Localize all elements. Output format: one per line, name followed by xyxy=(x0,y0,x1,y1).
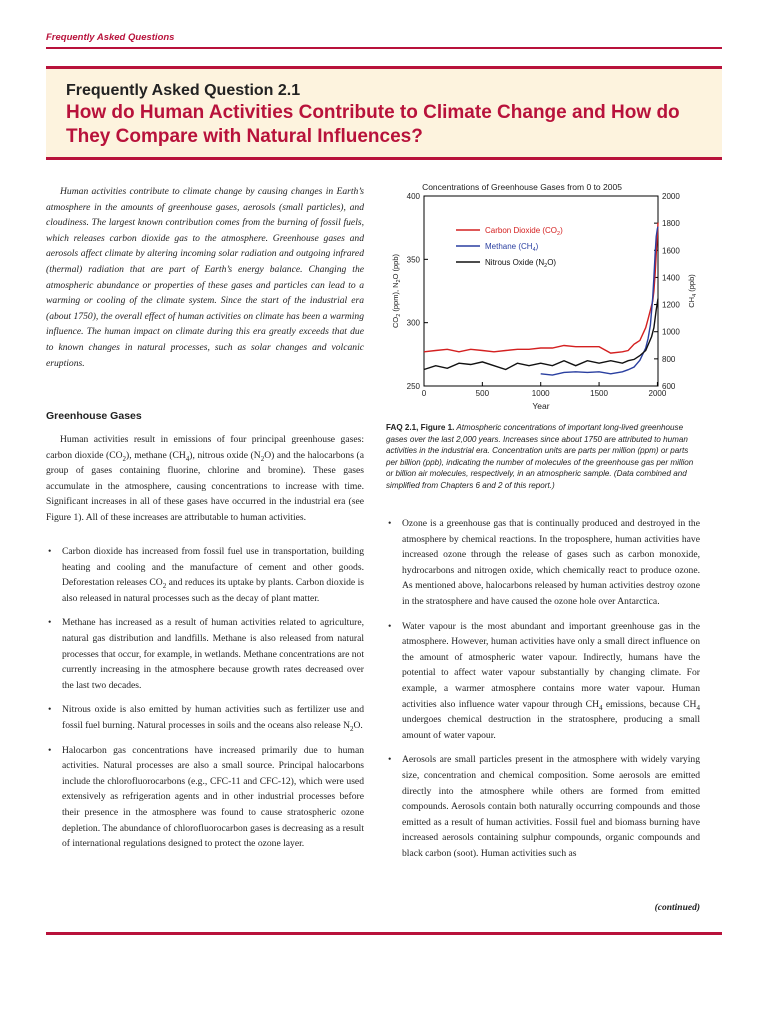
ch4-series-line xyxy=(541,227,658,375)
x-tick-label: 2000 xyxy=(648,389,667,398)
caption-label: FAQ 2.1, Figure 1. xyxy=(386,423,455,432)
bullet-water-vapour: • Water vapour is the most abundant and important greenhouse gas in the atmosphere. However, human activities have only a small direct influence on the amount of atmospheric water vapour. Indirectly, humans have the potential to affect water vapour substantially by changing climate. For example, a warmer atmosphere contains more water vapour. Human activities also influence water vapour through $CH_4$ emissions, because $CH_4$ undergoes chemical destruction in the stratosphere, producing a small amount of water vapour. xyxy=(386,619,700,744)
bullet-list-left xyxy=(46,544,364,861)
n2o-series-line xyxy=(424,299,658,370)
ghg-chart xyxy=(380,178,710,414)
running-header: Frequently Asked Questions xyxy=(46,32,175,43)
x-tick-label: 0 xyxy=(421,389,427,398)
y-tick-right-label: 2000 xyxy=(662,192,680,201)
y-tick-right-label: 1600 xyxy=(662,246,680,256)
y-tick-left-label: 300 xyxy=(406,318,420,328)
faq-number: Frequently Asked Question 2.1 xyxy=(66,82,301,99)
title-box xyxy=(46,66,722,160)
y-tick-right-label: 1400 xyxy=(662,273,680,283)
bullet-nitrous-oxide: • Nitrous oxide is also emitted by human activities such as fertilizer use and fossil fuel burning. Natural processes in soils and the oceans also release $N_2O$. xyxy=(46,702,364,733)
plot-area xyxy=(424,196,658,386)
y-tick-right-label: 1800 xyxy=(662,219,680,229)
y-tick-right-label: 1200 xyxy=(662,300,680,310)
figure-caption xyxy=(386,422,702,491)
faq-question: How do Human Activities Contribute to Climate Change and How do They Compare with Natural Influences? xyxy=(66,102,680,147)
bottom-rule xyxy=(46,932,722,935)
y-tick-left-label: 250 xyxy=(406,382,420,391)
x-axis-label: Year xyxy=(532,401,550,411)
x-tick-label: 500 xyxy=(475,389,490,398)
bullet-list-right xyxy=(386,516,700,870)
y-axis-label-right: $CH_4$ (ppb) xyxy=(687,274,698,308)
legend-n2o: Nitrous Oxide $(N_2O)$ xyxy=(485,258,557,269)
y-tick-right-label: 1000 xyxy=(662,327,680,337)
y-tick-right-label: 800 xyxy=(662,354,676,364)
y-tick-left-label: 350 xyxy=(406,255,420,265)
continued-note: (continued) xyxy=(654,903,700,913)
bullet-halocarbons: • Halocarbon gas concentrations have increased primarily due to human activities. Natural processes are also a small source. Principal halocarbons include the chlorofluorocarbons (e.g., CFC-11 and CFC-12), which were used extensively as refrigeration agents and in other industrial processes before their presence in the atmosphere was found to cause stratospheric ozone depletion. The abundance of chlorofluorocarbon gases is decreasing as a result of international regulations designed to protect the ozone layer. xyxy=(46,743,364,852)
section-heading: Greenhouse Gases xyxy=(46,410,142,422)
y-tick-right-label: 600 xyxy=(662,382,676,391)
bullet-aerosols: • Aerosols are small particles present in the atmosphere with widely varying size, concentration and chemical composition. Some aerosols are emitted directly into the atmosphere while others are formed from emitted compounds. Aerosols contain both naturally occurring compounds and those emitted as a result of human activities. Fossil fuel and biomass burning have increased aerosols containing sulphur compounds, organic compounds and black carbon (soot). Human activities such as xyxy=(386,752,700,861)
legend-ch4: Methane $(CH_4)$ xyxy=(485,242,539,253)
bullet-ozone: • Ozone is a greenhouse gas that is continually produced and destroyed in the atmosphere by chemical reactions. In the troposphere, human activities have increased ozone through the release of gases such as carbon monoxide, hydrocarbons and nitrogen oxide, which chemically react to produce ozone. As mentioned above, halocarbons released by human activities destroy ozone in the stratosphere and have caused the ozone hole over Antarctica. xyxy=(386,516,700,610)
x-tick-label: 1500 xyxy=(590,389,608,398)
co2-series-line xyxy=(424,223,658,354)
bullet-carbon-dioxide: • Carbon dioxide has increased from fossil fuel use in transportation, building heating and cooling and the manufacture of cement and other goods. Deforestation releases $CO_2$ and reduces its uptake by plants. Carbon dioxide is also released in natural processes such as the decay of plant matter. xyxy=(46,544,364,606)
caption-text: Atmospheric concentrations of important long-lived greenhouse gases over the last 2,000 years. Increases since about 1750 are attributed to human activities in the industrial era. Concentration units are parts per million (ppm) or parts per billion (ppb), indicating the number of molecules of the greenhouse gas per million or billion air molecules, respectively, in an atmospheric sample. (Data combined and simplified from Chapters 6 and 2 of this report.) xyxy=(386,423,694,490)
legend-co2: Carbon Dioxide $(CO_2)$ xyxy=(485,226,563,237)
intro-paragraph: Human activities contribute to climate change by causing changes in Earth’s atmosphere in the amounts of greenhouse gases, aerosols (small particles), and cloudiness. The largest known contribution comes from the burning of fossil fuels, which releases carbon dioxide gas to the atmosphere. Greenhouse gases and aerosols affect climate by altering incoming solar radiation and outgoing infrared (thermal) radiation that are part of Earth’s energy balance. Changing the atmospheric abundance or properties of these gases and particles can lead to a warming or cooling of the climate system. Since the start of the industrial era (about 1750), the overall effect of human activities on climate has been a warming influence. The human impact on climate during this era greatly exceeds that due to known changes in natural processes, such as solar changes and volcanic eruptions. xyxy=(46,186,364,369)
chart-title: Concentrations of Greenhouse Gases from 0 to 2005 xyxy=(422,182,622,192)
y-tick-left-label: 400 xyxy=(406,192,420,201)
x-tick-label: 1000 xyxy=(531,389,550,398)
greenhouse-gases-paragraph: Human activities result in emissions of four principal greenhouse gases: carbon dioxide $(CO_2)$, methane $(CH_4)$, nitrous oxide $(N_2O)$ and the halocarbons (a group of gases containing fluorine, chlorine and bromine). These gases accumulate in the atmosphere, causing concentrations to increase with time. Significant increases in all of these gases have occurred in the industrial era (see Figure 1). All of these increases are attributable to human activities. xyxy=(46,434,364,523)
y-axis-label-left: $CO_2$ (ppm), $N_2O$ (ppb) xyxy=(391,253,402,329)
bullet-methane: • Methane has increased as a result of human activities related to agriculture, natural gas distribution and landfills. Methane is also released from natural processes that occur, for example, in wetlands. Methane concentrations are not currently increasing in the atmosphere because growth rates decreased over the last two decades. xyxy=(46,615,364,693)
header-rule xyxy=(46,47,722,49)
legend xyxy=(456,226,563,269)
